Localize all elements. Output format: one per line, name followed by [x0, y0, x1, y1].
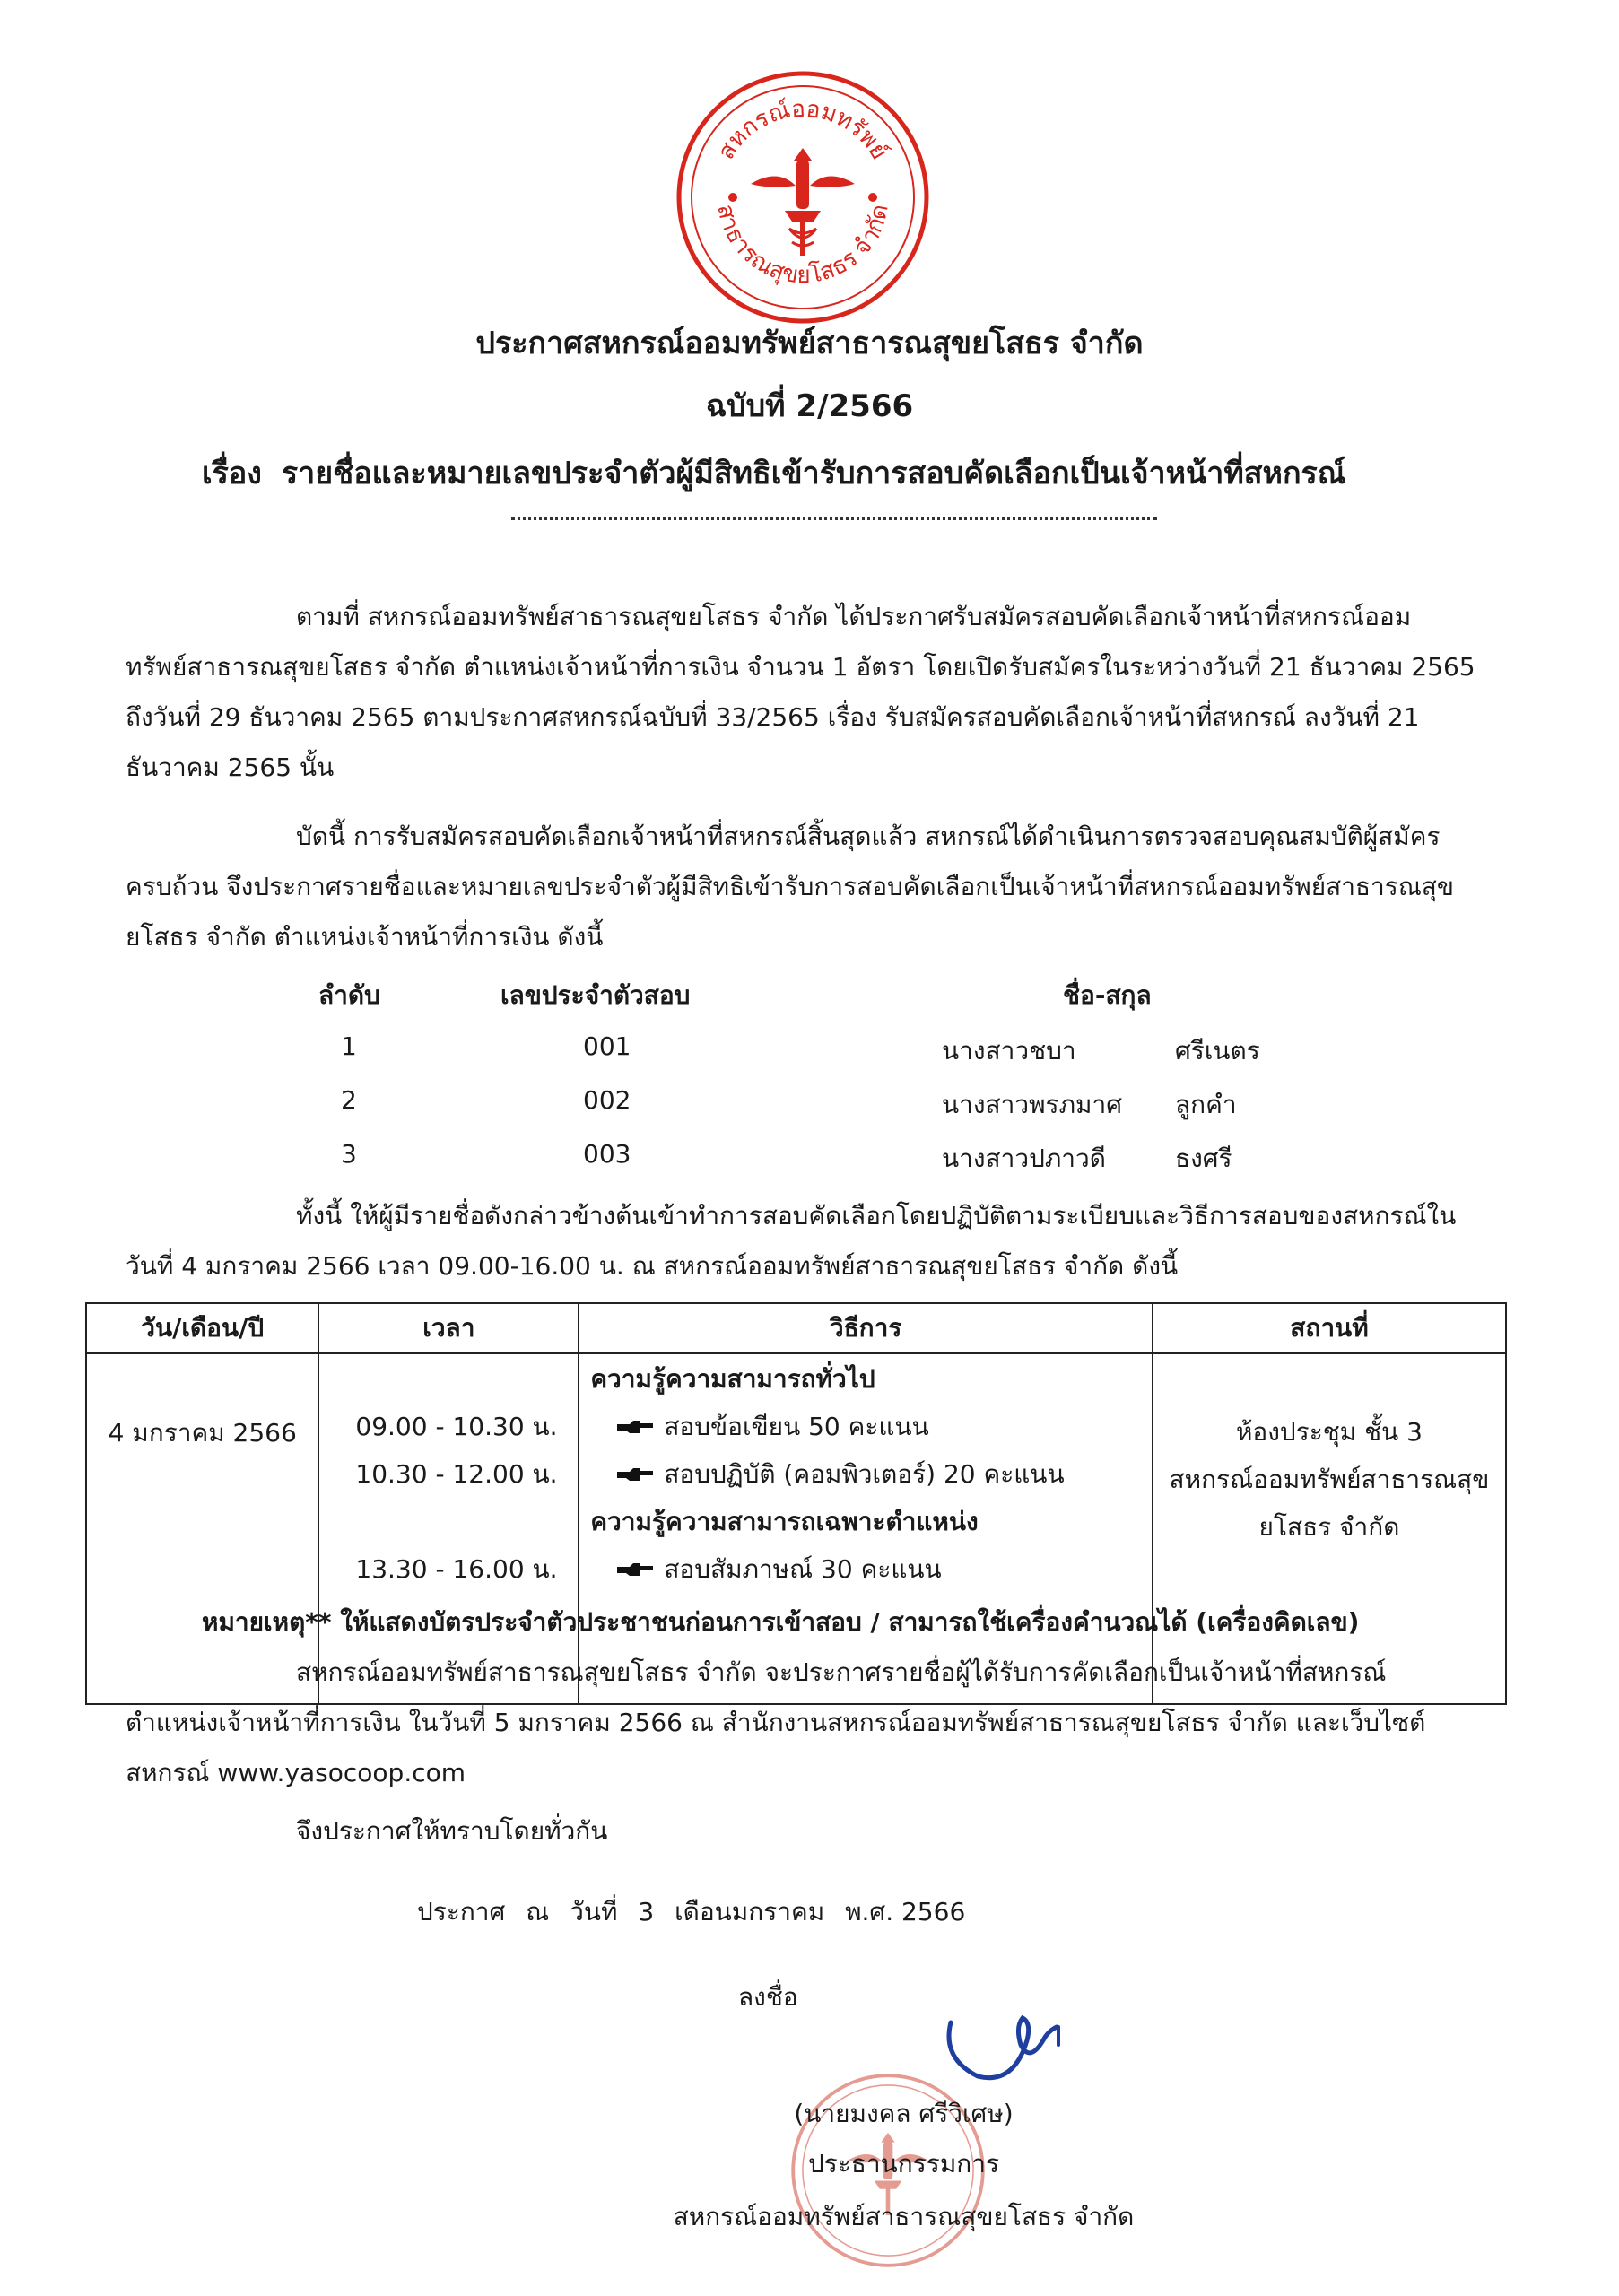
schedule-time: 13.30 - 16.00 น.: [355, 1554, 558, 1584]
announce-year: พ.ศ. 2566: [845, 1897, 966, 1926]
announce-date: [417, 1892, 978, 1932]
paragraph-line: ธันวาคม 2565 นั้น: [126, 752, 335, 782]
paragraph-announcement: [126, 812, 1471, 962]
place-line: สหกรณ์ออมทรัพย์สาธารณสุข: [1169, 1465, 1490, 1494]
announce-word: ประกาศ: [417, 1897, 506, 1926]
announcement-subject: [202, 448, 1345, 497]
candidate-id: 002: [583, 1085, 631, 1115]
schedule-header-row: [86, 1303, 1506, 1353]
schedule-time: 09.00 - 10.30 น.: [355, 1412, 558, 1441]
candidate-header-name: ชื่อ-สกุล: [1063, 980, 1152, 1010]
paragraph-line: ตำแหน่งเจ้าหน้าที่การเงิน ในวันที่ 5 มกราคม 2566 ณ สำนักงานสหกรณ์ออมทรัพย์สาธารณสุขยโสธร จำกัด และเว็บไซต์: [126, 1708, 1426, 1737]
announcement-title: ประกาศสหกรณ์ออมทรัพย์สาธารณสุขยโสธร จำกัด: [475, 326, 1144, 361]
schedule-header-date: วัน/เดือน/ปี: [86, 1303, 318, 1353]
signed-label: ลงชื่อ: [738, 1982, 798, 2012]
signer-position: ประธานกรรมการ: [807, 2149, 999, 2179]
schedule-header-place: สถานที่: [1153, 1303, 1506, 1353]
pointing-hand-icon: [615, 1466, 655, 1484]
paragraph-exam-details: [126, 1191, 1471, 1292]
paragraph-line: ทรัพย์สาธารณสุขยโสธร จำกัด ตำแหน่งเจ้าหน้าที่การเงิน จำนวน 1 อัตรา โดยเปิดรับสมัครในระหว่างวันที่ 21 ธันวาคม 2565: [126, 652, 1475, 682]
schedule-time: [355, 1498, 577, 1545]
announce-word: วันที่: [570, 1897, 618, 1926]
subject-text: รายชื่อและหมายเลขประจำตัวผู้มีสิทธิเข้ารับการสอบคัดเลือกเป็นเจ้าหน้าที่สหกรณ์: [281, 456, 1346, 491]
paragraph-line: สหกรณ์ออมทรัพย์สาธารณสุขยโสธร จำกัด จะประกาศรายชื่อผู้ได้รับการคัดเลือกเป็นเจ้าหน้าที่สหกรณ์: [296, 1657, 1387, 1687]
candidate-last-name: ธงศรี: [1175, 1144, 1232, 1173]
candidate-first-name: นางสาวชบา: [942, 1036, 1076, 1065]
paragraph-line: วันที่ 4 มกราคม 2566 เวลา 09.00-16.00 น. ณ สหกรณ์ออมทรัพย์สาธารณสุขยโสธร จำกัด ดังนี้: [126, 1251, 1179, 1281]
method-item: [590, 1403, 1151, 1450]
pointing-hand-icon: [615, 1419, 655, 1437]
schedule-time: 10.30 - 12.00 น.: [355, 1459, 558, 1489]
announce-word: ณ: [526, 1897, 550, 1926]
candidate-id: 001: [583, 1031, 631, 1061]
announce-day: 3: [638, 1897, 655, 1926]
schedule-header-time: เวลา: [318, 1303, 579, 1353]
method-item: [590, 1450, 1151, 1498]
candidate-last-name: ลูกคำ: [1175, 1090, 1237, 1119]
method-item-text: สอบปฏิบัติ (คอมพิวเตอร์) 20 คะแนน: [664, 1459, 1065, 1489]
place-line: ยโสธร จำกัด: [1258, 1512, 1400, 1542]
announcement-issue: ฉบับที่ 2/2566: [705, 388, 914, 424]
candidate-first-name: นางสาวปภาวดี: [942, 1144, 1106, 1173]
place-line: ห้องประชุม ชั้น 3: [1235, 1417, 1423, 1447]
paragraph-results: [126, 1648, 1471, 1798]
candidate-header-order: ลำดับ: [318, 980, 380, 1010]
pointing-hand-icon: [615, 1561, 655, 1579]
candidate-order: 3: [341, 1139, 357, 1169]
remark-note: หมายเหตุ** ให้แสดงบัตรประจำตัวประชาชนก่อนการเข้าสอบ / สามารถใช้เครื่องคำนวณได้ (เครื่องคิดเลข): [202, 1607, 1360, 1637]
paragraph-line: ทั้งนี้ ให้ผู้มีรายชื่อดังกล่าวข้างต้นเข้าทำการสอบคัดเลือกโดยปฏิบัติตามระเบียบและวิธีการสอบของสหกรณ์ใน: [296, 1201, 1457, 1231]
signer-organization: สหกรณ์ออมทรัพย์สาธารณสุขยโสธร จำกัด: [673, 2202, 1135, 2231]
method-heading: ความรู้ความสามารถเฉพาะตำแหน่ง: [590, 1507, 979, 1536]
paragraph-line: ครบถ้วน จึงประกาศรายชื่อและหมายเลขประจำตัวผู้มีสิทธิเข้ารับการสอบคัดเลือกเป็นเจ้าหน้าที่สหกรณ์ออมทรัพย์สาธารณสุข: [126, 872, 1455, 901]
paragraph-line: ตามที่ สหกรณ์ออมทรัพย์สาธารณสุขยโสธร จำกัด ได้ประกาศรับสมัครสอบคัดเลือกเจ้าหน้าที่สหกรณ์ออม: [296, 602, 1412, 631]
candidate-order: 1: [341, 1031, 357, 1061]
closing-statement: จึงประกาศให้ทราบโดยทั่วกัน: [296, 1816, 608, 1846]
exam-schedule-table: [85, 1302, 1507, 1705]
method-heading: ความรู้ความสามารถทั่วไป: [590, 1364, 875, 1394]
method-item-text: สอบข้อเขียน 50 คะแนน: [664, 1412, 929, 1441]
paragraph-line: ถึงวันที่ 29 ธันวาคม 2565 ตามประกาศสหกรณ์ฉบับที่ 33/2565 เรื่อง รับสมัครสอบคัดเลือกเจ้าหน้าที่สหกรณ์ ลงวันที่ 21: [126, 702, 1420, 732]
candidate-order: 2: [341, 1085, 357, 1115]
schedule-header-method: วิธีการ: [579, 1303, 1153, 1353]
schedule-time: [355, 1355, 577, 1403]
cooperative-seal-icon: [668, 63, 937, 332]
method-item: [590, 1545, 1151, 1593]
seal-top-text: สหกรณ์ออมทรัพย์: [712, 95, 893, 165]
candidate-header-id: เลขประจำตัวสอบ: [500, 980, 691, 1010]
paragraph-line: บัดนี้ การรับสมัครสอบคัดเลือกเจ้าหน้าที่สหกรณ์สิ้นสุดแล้ว สหกรณ์ได้ดำเนินการตรวจสอบคุณสมบัติผู้สมัคร: [296, 822, 1441, 851]
title-divider: [511, 517, 1157, 520]
candidate-first-name: นางสาวพรภมาศ: [942, 1090, 1122, 1119]
paragraph-line: ยโสธร จำกัด ตำแหน่งเจ้าหน้าที่การเงิน ดังนี้: [126, 922, 604, 952]
subject-label: เรื่อง: [202, 456, 262, 491]
candidate-id: 003: [583, 1139, 631, 1169]
method-item-text: สอบสัมภาษณ์ 30 คะแนน: [664, 1554, 942, 1584]
announce-month: เดือนมกราคม: [675, 1897, 825, 1926]
signer-name: (นายมงคล ศรีวิเศษ): [794, 2099, 1014, 2128]
schedule-date: 4 มกราคม 2566: [86, 1353, 318, 1704]
seal-bottom-text: สาธารณสุขยโสธร จำกัด: [711, 202, 894, 290]
candidate-last-name: ศรีเนตร: [1175, 1036, 1260, 1065]
paragraph-background: [126, 592, 1475, 793]
paragraph-line: สหกรณ์ www.yasocoop.com: [126, 1758, 466, 1787]
